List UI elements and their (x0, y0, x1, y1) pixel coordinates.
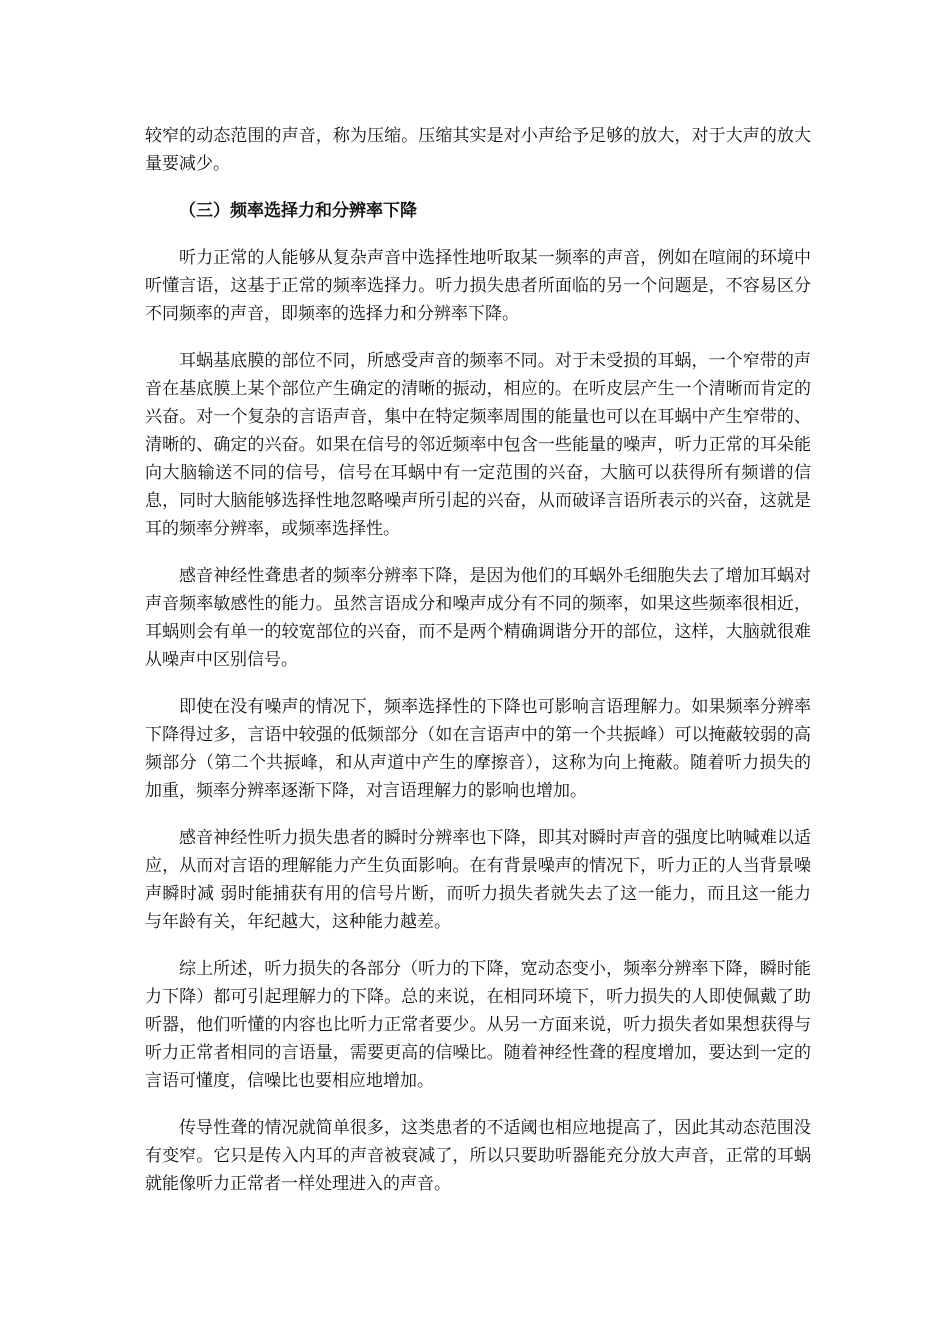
paragraph-conductive-loss: 传导性聋的情况就简单很多，这类患者的不适阈也相应地提高了，因此其动态范围没有变窄。它只是传入内耳的声音被衰减了，所以只要助听器能充分放大声音，正常的耳蜗就能像听力正常者一样处理进入的声音。 (145, 1118, 811, 1194)
paragraph-frequency-selectivity-intro: 听力正常的人能够从复杂声音中选择性地听取某一频率的声音，例如在喧闹的环境中听懂言语，这基于正常的频率选择力。听力损失患者所面临的另一个问题是，不容易区分不同频率的声音，即频率的选择力和分辨率下降。 (145, 248, 811, 324)
paragraph-summary: 综上所述，听力损失的各部分（听力的下降，宽动态变小，频率分辨率下降，瞬时能力下降）都可引起理解力的下降。总的来说，在相同环境下，听力损失的人即使佩戴了助听器，他们听懂的内容也比听力正常者要少。从另一方面来说，听力损失者如果想获得与听力正常者相同的言语量，需要更高的信噪比。随着神经性聋的程度增加，要达到一定的言语可懂度，信噪比也要相应地增加。 (145, 959, 811, 1091)
paragraph-upward-masking: 即使在没有噪声的情况下，频率选择性的下降也可影响言语理解力。如果频率分辨率下降得过多，言语中较强的低频部分（如在言语声中的第一个共振峰）可以掩蔽较弱的高频部分（第二个共振峰，和从声道中产生的摩擦音），这称为向上掩蔽。随着听力损失的加重，频率分辨率逐渐下降，对言语理解力的影响也增加。 (145, 697, 811, 801)
continuation-paragraph: 较窄的动态范围的声音，称为压缩。压缩其实是对小声给予足够的放大，对于大声的放大量要减少。 (145, 126, 811, 174)
section-heading: （三）频率选择力和分辨率下降 (179, 201, 417, 221)
document-page (145, 122, 811, 1217)
paragraph-temporal-resolution: 感音神经性听力损失患者的瞬时分辨率也下降，即其对瞬时声音的强度比呐喊难以适应，从而对言语的理解能力产生负面影响。在有背景噪声的情况下，听力正的人当背景噪声瞬时减 弱时能捕获有用的信号片断，而听力损失者就失去了这一能力，而且这一能力与年龄有关，年纪越大，这种能力越差。 (145, 828, 811, 932)
paragraph-sensorineural-resolution: 感音神经性聋患者的频率分辨率下降，是因为他们的耳蜗外毛细胞失去了增加耳蜗对声音频率敏感性的能力。虽然言语成分和噪声成分有不同的频率，如果这些频率很相近，耳蜗则会有单一的较宽部位的兴奋，而不是两个精确调谐分开的部位，这样，大脑就很难从噪声中区别信号。 (145, 566, 811, 670)
paragraph-basilar-membrane: 耳蜗基底膜的部位不同，所感受声音的频率不同。对于未受损的耳蜗，一个窄带的声音在基底膜上某个部位产生确定的清晰的振动，相应的。在听皮层产生一个清晰而肯定的兴奋。对一个复杂的言语声音，集中在特定频率周围的能量也可以在耳蜗中产生窄带的、清晰的、确定的兴奋。如果在信号的邻近频率中包含一些能量的噪声，听力正常的耳朵能向大脑输送不同的信号，信号在耳蜗中有一定范围的兴奋，大脑可以获得所有频谱的信息，同时大脑能够选择性地忽略噪声所引起的兴奋，从而破译言语所表示的兴奋，这就是耳的频率分辨率，或频率选择性。 (145, 351, 811, 539)
